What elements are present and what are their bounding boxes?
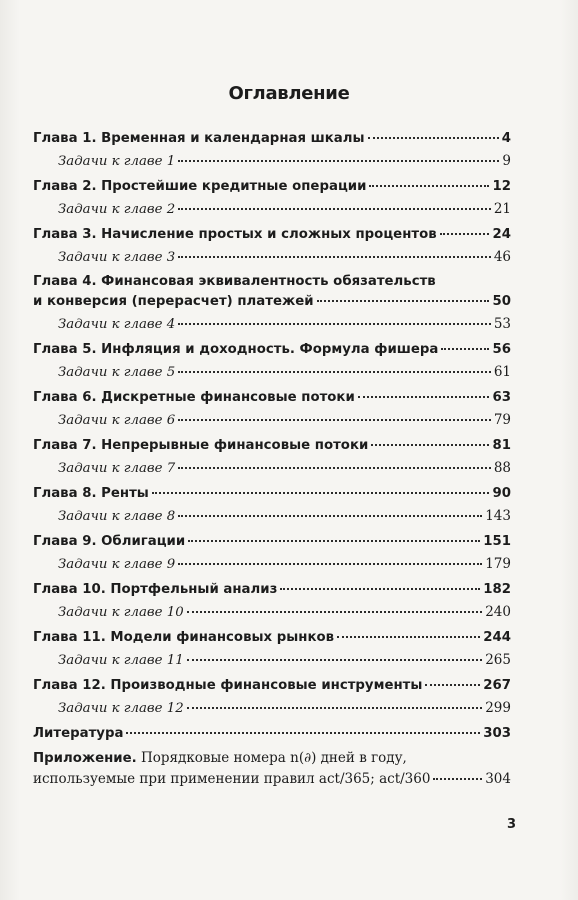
toc-entry-text: Задачи к главе 3 xyxy=(58,250,176,265)
toc-entry-text: Глава 1. Временная и календарная шкалы xyxy=(33,131,365,146)
toc-page-number: 81 xyxy=(492,438,511,453)
dot-leader xyxy=(178,563,482,565)
dot-leader xyxy=(152,492,490,494)
dot-leader xyxy=(425,684,480,686)
dot-leader xyxy=(369,185,489,187)
toc-page-number: 4 xyxy=(501,131,511,146)
toc-page-number: 240 xyxy=(485,604,511,620)
toc-page-number: 24 xyxy=(492,227,511,242)
toc-tasks-8[interactable] xyxy=(33,505,511,527)
dot-leader xyxy=(440,233,490,235)
toc-chapter-1[interactable] xyxy=(33,128,511,150)
dot-leader xyxy=(337,636,480,638)
toc-entry-text: Литература xyxy=(33,726,124,741)
toc-entry-text: Задачи к главе 4 xyxy=(58,317,176,332)
toc-entry-text: Глава 10. Портфельный анализ xyxy=(33,582,278,597)
dot-leader xyxy=(178,467,491,469)
appendix-line-1-text: Порядковые номера n(∂) дней в году, xyxy=(136,750,407,766)
toc-page-number: 56 xyxy=(492,342,511,357)
toc-entry-text: Глава 7. Непрерывные финансовые потоки xyxy=(33,438,369,453)
dot-leader xyxy=(178,323,491,325)
dot-leader xyxy=(178,419,491,421)
page-title: Оглавление xyxy=(228,83,350,104)
toc-entry-text: Глава 6. Дискретные финансовые потоки xyxy=(33,390,355,405)
toc-page-number: 21 xyxy=(493,201,511,217)
toc-chapter-9[interactable] xyxy=(33,531,511,553)
toc-page-number: 46 xyxy=(493,249,511,265)
toc-chapter-5[interactable] xyxy=(33,339,511,361)
toc-tasks-2[interactable] xyxy=(33,198,511,220)
toc-page-number: 267 xyxy=(483,678,511,693)
toc-literature[interactable] xyxy=(33,723,511,745)
toc-entry-text: Задачи к главе 12 xyxy=(58,701,184,716)
toc-tasks-1[interactable] xyxy=(33,150,511,172)
toc-page-number: 299 xyxy=(485,700,511,716)
toc-page-number: 304 xyxy=(485,771,511,787)
appendix-label: Приложение. xyxy=(33,751,137,766)
dot-leader xyxy=(178,208,491,210)
toc-chapter-6[interactable] xyxy=(33,387,511,409)
toc-page-number: 61 xyxy=(493,364,511,380)
toc-page-number: 50 xyxy=(492,294,511,309)
table-of-contents xyxy=(33,128,511,790)
toc-page-number: 151 xyxy=(483,534,511,549)
toc-chapter-4-line-1[interactable] xyxy=(33,272,511,291)
toc-page-number: 244 xyxy=(483,630,511,645)
toc-chapter-3[interactable] xyxy=(33,224,511,246)
toc-entry-text: Задачи к главе 10 xyxy=(58,605,184,620)
dot-leader xyxy=(187,611,483,613)
toc-entry-text: Глава 9. Облигации xyxy=(33,534,186,549)
toc-entry-text: Глава 2. Простейшие кредитные операции xyxy=(33,179,367,194)
toc-page-number: 79 xyxy=(493,412,511,428)
toc-tasks-12[interactable] xyxy=(33,697,511,719)
toc-entry-text: Задачи к главе 2 xyxy=(58,202,176,217)
dot-leader xyxy=(441,348,489,350)
appendix-line-2-text: используемые при применении правил act/365; act/360 xyxy=(33,771,431,787)
dot-leader xyxy=(126,732,480,734)
toc-tasks-6[interactable] xyxy=(33,409,511,431)
toc-tasks-7[interactable] xyxy=(33,457,511,479)
toc-tasks-10[interactable] xyxy=(33,601,511,623)
dot-leader xyxy=(358,396,490,398)
toc-entry-text: Глава 4. Финансовая эквивалентность обязательств xyxy=(33,274,436,289)
toc-page-number: 265 xyxy=(485,652,511,668)
toc-page-number: 88 xyxy=(493,460,511,476)
toc-tasks-9[interactable] xyxy=(33,553,511,575)
toc-chapter-8[interactable] xyxy=(33,483,511,505)
toc-entry-text: Глава 12. Производные финансовые инструменты xyxy=(33,678,423,693)
dot-leader xyxy=(371,444,489,446)
toc-page-number: 9 xyxy=(502,153,511,169)
toc-tasks-11[interactable] xyxy=(33,649,511,671)
toc-tasks-3[interactable] xyxy=(33,246,511,268)
toc-chapter-12[interactable] xyxy=(33,675,511,697)
toc-chapter-2[interactable] xyxy=(33,176,511,198)
page-number: 3 xyxy=(506,817,516,832)
toc-entry-text: Задачи к главе 5 xyxy=(58,365,176,380)
toc-page-number: 303 xyxy=(483,726,511,741)
toc-page-number: 143 xyxy=(485,508,511,524)
toc-appendix-line-2[interactable] xyxy=(33,768,511,790)
toc-page-number: 12 xyxy=(492,179,511,194)
toc-tasks-4[interactable] xyxy=(33,313,511,335)
dot-leader xyxy=(187,659,483,661)
toc-entry-text: Глава 5. Инфляция и доходность. Формула фишера xyxy=(33,342,439,357)
toc-page-number: 63 xyxy=(492,390,511,405)
toc-entry-text: Задачи к главе 8 xyxy=(58,509,176,524)
toc-page-number: 90 xyxy=(492,486,511,501)
toc-chapter-10[interactable] xyxy=(33,579,511,601)
dot-leader xyxy=(187,707,483,709)
toc-entry-text: Глава 11. Модели финансовых рынков xyxy=(33,630,335,645)
toc-entry-text: Задачи к главе 7 xyxy=(58,461,176,476)
toc-tasks-5[interactable] xyxy=(33,361,511,383)
dot-leader xyxy=(280,588,480,590)
dot-leader xyxy=(317,300,490,302)
toc-chapter-11[interactable] xyxy=(33,627,511,649)
toc-appendix-line-1[interactable] xyxy=(33,749,511,768)
dot-leader xyxy=(178,371,491,373)
dot-leader xyxy=(178,256,491,258)
appendix-line-1-wrap xyxy=(33,749,407,768)
toc-entry-text: Глава 8. Ренты xyxy=(33,486,149,501)
toc-chapter-7[interactable] xyxy=(33,435,511,457)
toc-entry-text: Глава 3. Начисление простых и сложных процентов xyxy=(33,227,437,242)
toc-entry-text: и конверсия (перерасчет) платежей xyxy=(33,294,314,309)
dot-leader xyxy=(178,515,482,517)
dot-leader xyxy=(188,540,480,542)
toc-page-number: 53 xyxy=(493,316,511,332)
toc-entry-text: Задачи к главе 1 xyxy=(58,154,176,169)
toc-page-number: 182 xyxy=(483,582,511,597)
toc-chapter-4-line-2[interactable] xyxy=(33,291,511,313)
dot-leader xyxy=(178,160,499,162)
toc-entry-text: Задачи к главе 6 xyxy=(58,413,176,428)
toc-page-number: 179 xyxy=(485,556,511,572)
toc-entry-text: Задачи к главе 9 xyxy=(58,557,176,572)
toc-entry-text: Задачи к главе 11 xyxy=(58,653,184,668)
dot-leader xyxy=(433,778,482,780)
dot-leader xyxy=(368,137,499,139)
